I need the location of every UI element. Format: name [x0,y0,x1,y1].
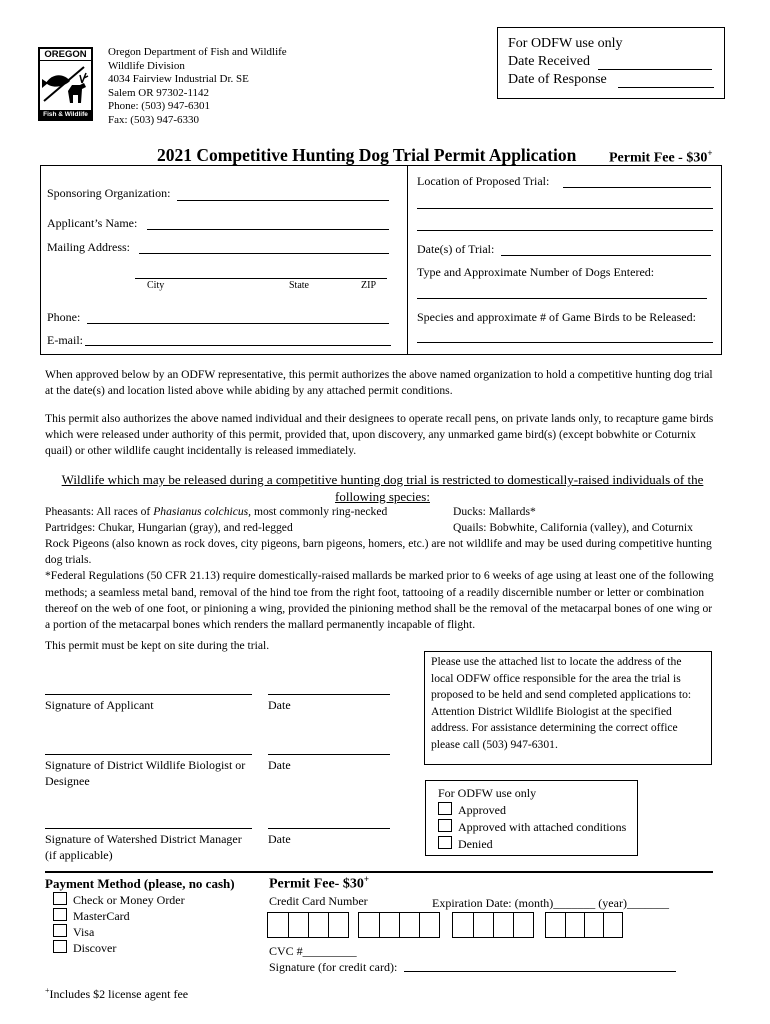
pheasants-species-name: Phasianus colchicus, [153,505,252,518]
agency-line: 4034 Fairview Industrial Dr. SE [108,73,249,85]
dates-label: Date(s) of Trial: [417,242,495,256]
footnote-text: Includes $2 license agent fee [49,987,189,1001]
submission-info-box [424,651,712,765]
approved-conditions-option[interactable] [438,819,626,835]
location-field-1[interactable] [563,187,711,188]
mailing-address-field[interactable] [139,253,389,254]
denied-label: Denied [458,837,493,851]
sponsoring-org-field[interactable] [177,200,389,201]
authorization-paragraph: When approved below by an ODFW representative, this permit authorizes the above named organization to hold a competitive hunting dog trial at the date(s) and location listed above while abiding by any attached permit conditions. [45,368,713,398]
payment-option-mastercard[interactable] [53,908,185,924]
page-title: 2021 Competitive Hunting Dog Trial Permit Application [157,145,577,165]
email-label: E-mail: [47,333,83,347]
pheasants-text-b: most commonly ring-necked [251,505,388,518]
card-number-group-4[interactable] [545,912,623,938]
logo-oregon-text: OREGON [40,49,91,61]
dogs-label: Type and Approximate Number of Dogs Entered: [417,265,655,279]
biologist-signature-label: Signature of District Wildlife Biologist or Designee [45,758,246,788]
location-label: Location of Proposed Trial: [417,174,550,188]
manager-date-label: Date [268,832,291,846]
odfw-use-title-bottom: For ODFW use only [438,786,537,800]
footnote-mark: + [45,986,50,995]
payment-method-heading: Payment Method (please, no cash) [45,876,235,891]
date-received-label: Date Received [508,54,591,69]
denied-option[interactable] [438,836,493,852]
ducks-text: Ducks: Mallards* [453,505,536,518]
discover-checkbox[interactable] [53,940,67,953]
date-of-response-field[interactable] [618,87,714,88]
payment-top-rule [45,871,713,873]
species-row-1 [45,504,720,520]
odfw-use-title: For ODFW use only [508,36,623,51]
applicant-name-field[interactable] [147,229,389,230]
submission-info-text: Please use the attached list to locate the address of the local ODFW office responsible for the area the trial is proposed to be held and send completed applications to: Attention District Wildlife Biologist at the specified address. For assistance determining the correct office please call (503) 947-6301. [431,655,692,751]
location-field-2[interactable] [417,208,713,209]
applicant-signature-field[interactable] [45,694,252,695]
city-state-zip-field[interactable] [135,278,387,279]
logo-fish-wildlife-text: Fish & Wildlife [40,110,91,119]
mastercard-checkbox[interactable] [53,908,67,921]
mailing-address-label: Mailing Address: [47,240,130,254]
payment-fee-text: Permit Fee- $30 [269,876,364,892]
card-number-group-3[interactable] [452,912,534,938]
approved-checkbox[interactable] [438,802,452,815]
federal-regulations-text: *Federal Regulations (50 CFR 21.13) require domestically-raised mallards be marked prior to 6 weeks of age using at least one of the following methods; a seamless metal band, removal of the hind toe from the right foot, tattooing of a readily discernible number or letter or combination thereof on the web of one foot, or pinioning a wing, provided the pinioning method shall be the removal of the metacarpal bones of one wing or a portion of the metacarpal bones which renders the mallard permanently incapable of flight. [45,569,714,632]
manager-signature-label: Signature of Watershed District Manager (if applicable) [45,832,242,862]
card-number-group-2[interactable] [358,912,440,938]
visa-checkbox[interactable] [53,924,67,937]
date-received-field[interactable] [598,69,712,70]
phone-label: Phone: [47,310,81,324]
credit-card-signature-field[interactable] [404,971,676,972]
agency-line: Salem OR 97302-1142 [108,86,210,99]
manager-date-field[interactable] [268,828,390,829]
sponsoring-org-label: Sponsoring Organization: [47,186,171,200]
check-label: Check or Money Order [73,893,185,907]
payment-option-check[interactable] [53,892,185,908]
form-divider [407,166,408,354]
email-field[interactable] [85,345,391,346]
payment-option-discover[interactable] [53,940,185,956]
biologist-signature-field[interactable] [45,754,252,755]
zip-label: ZIP [361,280,376,291]
birds-label: Species and approximate # of Game Birds to be Released: [417,310,696,324]
payment-fee-mark: + [363,874,369,884]
biologist-date-label: Date [268,758,291,772]
fish-deer-icon [40,61,91,109]
approved-option[interactable] [438,802,506,818]
card-number-group-1[interactable] [267,912,349,938]
application-form-box [40,165,722,355]
applicant-date-label: Date [268,698,291,712]
biologist-date-field[interactable] [268,754,390,755]
odfw-logo [38,47,93,121]
keep-onsite-text: This permit must be kept on site during the trial. [45,639,270,652]
applicant-signature-label: Signature of Applicant [45,698,154,712]
permit-fee-text: Permit Fee - $30 [609,150,708,166]
species-row-2 [45,520,720,536]
cvc-label: CVC #_________ [269,944,357,958]
visa-label: Visa [73,925,95,939]
applicant-name-label: Applicant’s Name: [47,216,138,230]
approved-conditions-checkbox[interactable] [438,819,452,832]
applicant-date-field[interactable] [268,694,390,695]
phone-field[interactable] [87,323,389,324]
license-agent-footnote [45,983,188,1002]
payment-options [53,892,185,956]
recall-pens-paragraph: This permit also authorizes the above named individual and their designees to operate recall pens, on private lands only, to recapture game birds which were released under authority of this permit, provided that, upon discovery, any unmarked game bird(s) (except bobwhite or Coturnix quail) or other wildlife caught incidentally is released immediately. [45,412,714,458]
expiration-date-label: Expiration Date: (month)_______ (year)_______ [432,896,669,910]
agency-line: Phone: (503) 947-6301 [108,100,211,112]
approved-label: Approved [458,803,506,817]
permit-fee-header [609,148,712,167]
agency-line: Wildlife Division [108,59,185,72]
city-label: City [147,280,165,291]
payment-fee-label [269,874,369,893]
birds-field[interactable] [417,342,713,343]
agency-line: Oregon Department of Fish and Wildlife [108,46,287,58]
credit-card-number-label: Credit Card Number [269,894,368,908]
dates-field[interactable] [501,255,711,256]
payment-option-visa[interactable] [53,924,185,940]
denied-checkbox[interactable] [438,836,452,849]
state-label: State [289,280,309,291]
dogs-field[interactable] [417,298,707,299]
odfw-use-box-bottom [425,780,638,856]
credit-card-signature-label: Signature (for credit card): [269,960,398,974]
location-field-3[interactable] [417,230,713,231]
pheasants-text-a: Pheasants: All races of [45,505,154,518]
odfw-use-box-top [497,27,725,99]
approved-conditions-label: Approved with attached conditions [458,820,627,834]
discover-label: Discover [73,941,117,955]
mastercard-label: MasterCard [73,909,130,923]
species-list [45,504,720,633]
agency-address [108,46,287,127]
check-checkbox[interactable] [53,892,67,905]
fee-footnote-mark: + [707,148,713,158]
partridges-text: Partridges: Chukar, Hungarian (gray), and red-legged [45,521,293,534]
pigeons-text: Rock Pigeons (also known as rock doves, city pigeons, barn pigeons, homers, etc.) are not wildlife and may be used during competitive hunting dog trials. [45,537,712,567]
manager-signature-field[interactable] [45,828,252,829]
restriction-heading: Wildlife which may be released during a competitive hunting dog trial is restricted to domestically-raised individuals of the following species: [61,472,704,504]
date-of-response-label: Date of Response [508,72,607,87]
agency-line: Fax: (503) 947-6330 [108,113,200,126]
quails-text: Quails: Bobwhite, California (valley), and Coturnix [453,521,693,534]
